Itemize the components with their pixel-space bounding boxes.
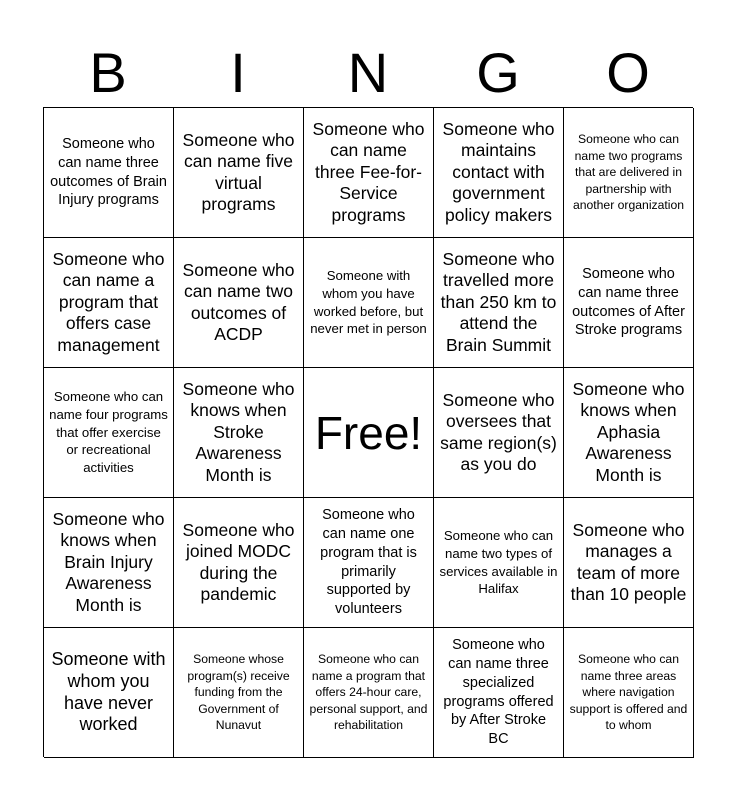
header-letter-i: I (230, 41, 246, 104)
bingo-cell-r4c1[interactable] (44, 498, 174, 628)
bingo-cell-r2c2[interactable] (174, 238, 304, 368)
cell-text: Someone who travelled more than 250 km to attend the Brain Summit (440, 249, 557, 355)
cell-text: Someone who oversees that same region(s) as you do (440, 389, 557, 474)
cell-text: Someone who can name three outcomes of Brain Injury programs (50, 135, 167, 209)
bingo-cell-r3c4[interactable] (434, 368, 564, 498)
cell-text: Someone who can name three Fee-for-Service programs (312, 119, 425, 225)
cell-text: Someone who manages a team of more than 10 people (570, 519, 687, 604)
cell-text: Someone who can name a program that offers case management (52, 249, 165, 355)
bingo-cell-r2c4[interactable] (434, 238, 564, 368)
header-letter-b: B (89, 41, 127, 104)
bingo-cell-r3c2[interactable] (174, 368, 304, 498)
cell-text: Someone who can name five virtual programs (182, 129, 295, 214)
header-letter-n: N (347, 41, 389, 104)
cell-text: Someone who can name four programs that offer exercise or recreational activities (49, 389, 168, 476)
cell-text: Someone who joined MODC during the pandemic (182, 519, 295, 604)
free-space-text: Free! (314, 406, 423, 459)
cell-text: Someone with whom you have never worked (51, 649, 166, 735)
bingo-cell-r2c3[interactable] (304, 238, 434, 368)
bingo-cell-r1c4[interactable] (434, 108, 564, 238)
bingo-cell-r1c2[interactable] (174, 108, 304, 238)
bingo-header (43, 40, 693, 106)
cell-text: Someone whose program(s) receive funding from the Government of Nunavut (187, 652, 290, 733)
bingo-cell-r2c1[interactable] (44, 238, 174, 368)
bingo-cell-r3c1[interactable] (44, 368, 174, 498)
header-letter-g: G (476, 41, 520, 104)
bingo-cell-r4c2[interactable] (174, 498, 304, 628)
bingo-board (43, 107, 693, 757)
cell-text: Someone who can name two outcomes of ACDP (182, 259, 295, 344)
cell-text: Someone who can name three specialized programs offered by After Stroke BC (443, 636, 554, 748)
cell-text: Someone who knows when Stroke Awareness Month is (182, 379, 295, 485)
cell-text: Someone who can name two programs that are delivered in partnership with another organization (572, 132, 685, 213)
cell-text: Someone who can name three outcomes of After Stroke programs (572, 265, 685, 339)
bingo-cell-r2c5[interactable] (564, 238, 694, 368)
bingo-cell-r5c5[interactable] (564, 628, 694, 758)
cell-text: Someone who can name two types of services available in Halifax (439, 528, 558, 597)
bingo-cell-r5c2[interactable] (174, 628, 304, 758)
cell-text: Someone who can name three areas where navigation support is offered and to whom (569, 652, 688, 733)
cell-text: Someone with whom you have worked before, but never met in person (310, 268, 427, 337)
bingo-cell-r1c5[interactable] (564, 108, 694, 238)
cell-text: Someone who maintains contact with government policy makers (442, 119, 555, 225)
cell-text: Someone who knows when Aphasia Awareness Month is (572, 379, 685, 485)
bingo-cell-r4c5[interactable] (564, 498, 694, 628)
header-letter-o: O (606, 41, 650, 104)
bingo-cell-free[interactable] (304, 368, 434, 498)
bingo-cell-r1c1[interactable] (44, 108, 174, 238)
bingo-cell-r3c5[interactable] (564, 368, 694, 498)
cell-text: Someone who knows when Brain Injury Awareness Month is (52, 509, 165, 615)
bingo-cell-r5c3[interactable] (304, 628, 434, 758)
bingo-cell-r4c4[interactable] (434, 498, 564, 628)
cell-text: Someone who can name a program that offers 24-hour care, personal support, and rehabilitation (309, 652, 428, 733)
bingo-cell-r5c4[interactable] (434, 628, 564, 758)
cell-text: Someone who can name one program that is primarily supported by volunteers (320, 506, 417, 618)
bingo-cell-r1c3[interactable] (304, 108, 434, 238)
bingo-cell-r4c3[interactable] (304, 498, 434, 628)
bingo-cell-r5c1[interactable] (44, 628, 174, 758)
